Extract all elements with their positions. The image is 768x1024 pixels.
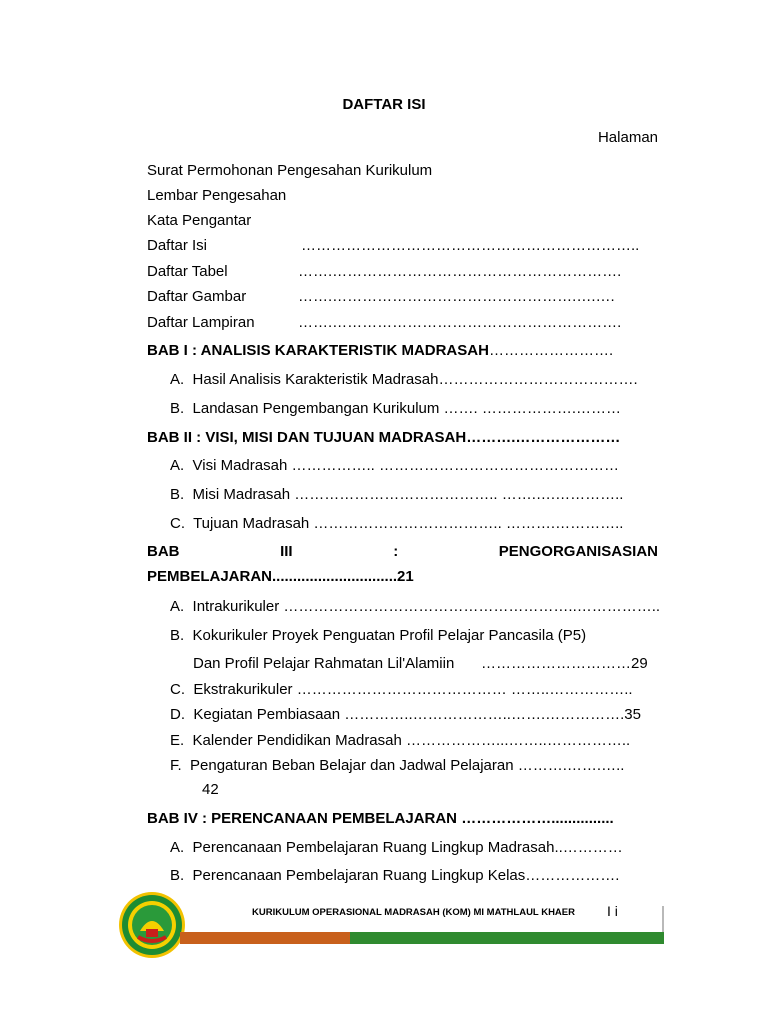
- toc-bab4-b-label: Perencanaan Pembelajaran Ruang Lingkup Kelas: [192, 867, 526, 884]
- toc-bab3-e-label: Kalender Pendidikan Madrasah: [192, 732, 402, 749]
- toc-marker: D.: [170, 706, 185, 723]
- toc-bab3-b: [170, 627, 586, 644]
- toc-bab4-heading: BAB IV : PERENCANAAN PEMBELAJARAN: [147, 810, 458, 827]
- toc-bab1-b-label: Landasan Pengembangan Kurikulum: [192, 400, 440, 417]
- toc-marker: C.: [170, 515, 185, 532]
- toc-bab2-leader: ……….…………………: [466, 429, 621, 446]
- toc-marker: A.: [170, 598, 185, 615]
- toc-bab4-b-leader: ……………….: [525, 867, 620, 884]
- toc-bab1-a-leader: ………………………………….: [438, 371, 638, 388]
- toc-bab1-leader: …………………….: [488, 342, 614, 359]
- toc-bab3-heading-w1: BAB: [147, 543, 180, 560]
- toc-bab3-b-line2: [193, 655, 454, 672]
- toc-bab3-heading: [147, 543, 658, 560]
- toc-bab2-a-label: Visi Madrasah: [192, 457, 288, 474]
- toc-bab1-a-label: Hasil Analisis Karakteristik Madrasah: [192, 371, 439, 388]
- page-column-label: Halaman: [597, 129, 658, 146]
- toc-bab3-a: [170, 598, 660, 615]
- toc-marker: A.: [170, 839, 185, 856]
- toc-bab1: [147, 342, 613, 359]
- toc-bab2-c-leader: ……………………………….. ……….…………..: [309, 515, 624, 532]
- toc-marker: F.: [170, 757, 182, 774]
- toc-bab1-b-leader: ……. ……………….………: [439, 400, 622, 417]
- toc-marker: B.: [170, 486, 185, 503]
- toc-marker: B.: [170, 400, 185, 417]
- toc-bab2-b-leader: ………………………………….. …….….…………..: [290, 486, 624, 503]
- footer-bar-orange: [180, 932, 350, 944]
- toc-entry-daftar-gambar: Daftar Gambar: [147, 288, 247, 305]
- toc-bab3-d-leader: …………..………………..…….…………….35: [340, 706, 641, 723]
- toc-bab3-e-leader: ………………...……..……………..: [401, 732, 631, 749]
- toc-entry-kata: Kata Pengantar: [147, 212, 252, 229]
- footer-page-number: I i: [607, 903, 618, 919]
- toc-leader-daftar-tabel: …….………………………………………………….: [298, 263, 622, 280]
- toc-marker: A.: [170, 457, 185, 474]
- toc-bab3-c-leader: …………………………………… ……..……………..: [292, 681, 633, 698]
- toc-bab2-heading: BAB II : VISI, MISI DAN TUJUAN MADRASAH: [147, 429, 467, 446]
- toc-bab3-b-leader: …………………………29: [481, 655, 648, 672]
- page-title: DAFTAR ISI: [342, 96, 426, 113]
- toc-bab4-leader: ………………...............: [457, 810, 614, 827]
- toc-bab3-heading-w3: :: [393, 543, 399, 560]
- toc-marker: B.: [170, 867, 185, 884]
- toc-bab3-f-leader: ……….…….…..: [513, 757, 625, 774]
- toc-bab4-a-label: Perencanaan Pembelajaran Ruang Lingkup Madrasah: [192, 839, 555, 856]
- toc-bab2-c: [170, 515, 623, 532]
- toc-bab3-heading-line2: PEMBELAJARAN..............................21: [147, 568, 414, 585]
- toc-bab4: [147, 810, 614, 827]
- toc-marker: B.: [170, 627, 185, 644]
- toc-marker: E.: [170, 732, 185, 749]
- toc-bab3-c-label: Ekstrakurikuler: [193, 681, 293, 698]
- footer-divider: [662, 906, 664, 934]
- toc-bab3-f-page: 42: [202, 781, 219, 798]
- toc-bab2-a-leader: …………….. …………………………………………: [287, 457, 619, 474]
- toc-leader-daftar-gambar: …….………………………………………….….….: [298, 288, 615, 305]
- toc-bab3-a-leader: …………………………………………………..……………..: [279, 598, 661, 615]
- toc-entry-lembar: Lembar Pengesahan: [147, 187, 287, 204]
- toc-bab3-d: [170, 706, 641, 723]
- footer-bar-green: [350, 932, 664, 944]
- toc-bab3-a-label: Intrakurikuler: [192, 598, 280, 615]
- toc-bab2-a: [170, 457, 619, 474]
- toc-bab4-b: [170, 867, 619, 884]
- toc-bab3-b-line2-label: Dan Profil Pelajar Rahmatan Lil'Alamiin: [193, 655, 455, 672]
- toc-entry-daftar-tabel: Daftar Tabel: [147, 263, 228, 280]
- footer-text: KURIKULUM OPERASIONAL MADRASAH (KOM) MI MATHLAUL KHAER: [252, 907, 575, 918]
- toc-bab3-c: [170, 681, 633, 698]
- toc-entry-daftar-lampiran: Daftar Lampiran: [147, 314, 255, 331]
- toc-bab1-heading: BAB I : ANALISIS KARAKTERISTIK MADRASAH: [147, 342, 489, 359]
- toc-leader-daftar-isi: …………………………………………………………..: [301, 237, 640, 254]
- madrasah-logo-icon: [118, 891, 186, 959]
- toc-entry-surat: Surat Permohonan Pengesahan Kurikulum: [147, 162, 433, 179]
- toc-bab2-b: [170, 486, 623, 503]
- toc-bab3-b-label: Kokurikuler Proyek Penguatan Profil Pelajar Pancasila (P5): [192, 627, 587, 644]
- toc-bab2-c-label: Tujuan Madrasah: [193, 515, 310, 532]
- toc-marker: C.: [170, 681, 185, 698]
- toc-bab3-e: [170, 732, 630, 749]
- toc-bab1-a: [170, 371, 638, 388]
- toc-bab3-heading-w2: III: [280, 543, 293, 560]
- toc-bab2-b-label: Misi Madrasah: [192, 486, 291, 503]
- toc-bab3-heading-w4: PENGORGANISASIAN: [498, 543, 658, 560]
- toc-entry-daftar-isi: Daftar Isi: [147, 237, 208, 254]
- toc-bab3-d-label: Kegiatan Pembiasaan: [193, 706, 341, 723]
- toc-bab3-f-label: Pengaturan Beban Belajar dan Jadwal Pelajaran: [190, 757, 514, 774]
- toc-bab2: [147, 429, 620, 446]
- toc-leader-daftar-lampiran: …….………………………………………………….: [298, 314, 622, 331]
- toc-marker: A.: [170, 371, 185, 388]
- toc-bab4-a-leader: ..…………: [554, 839, 623, 856]
- toc-bab4-a: [170, 839, 623, 856]
- toc-bab1-b: [170, 400, 621, 417]
- toc-bab3-f: [170, 757, 624, 774]
